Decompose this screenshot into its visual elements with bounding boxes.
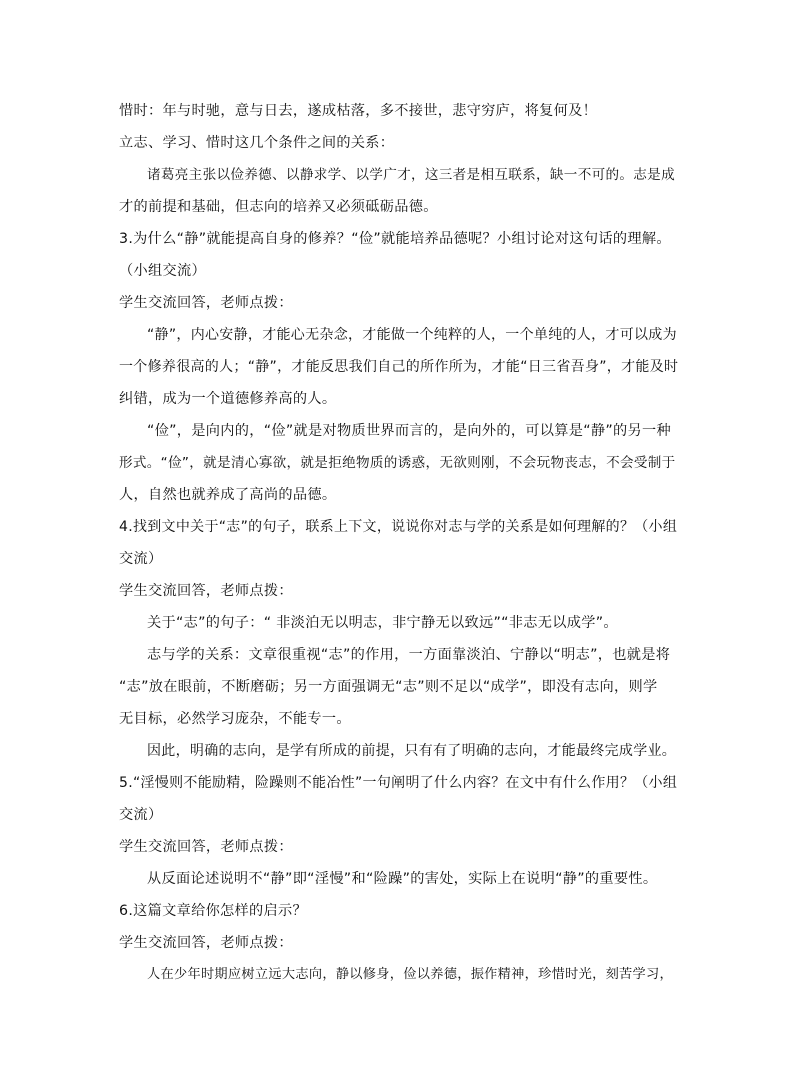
text-line: “志”放在眼前，不断磨砺；另一方面强调无“志”则不足以“成学”，即没有志向，则学 <box>119 679 658 695</box>
text-line: 志与学的关系：文章很重视“志”的作用，一方面靠淡泊、宁静以“明志”，也就是将 <box>147 647 671 663</box>
text-line: 诸葛亮主张以俭养德、以静求学、以学广才，这三者是相互联系，缺一不可的。志是成 <box>147 167 675 183</box>
question-6: 6.这篇文章给你怎样的启示？ <box>119 903 307 919</box>
text-line: （小组交流） <box>119 263 206 279</box>
text-line: 惜时：年与时驰，意与日去，遂成枯落，多不接世，悲守穷庐，将复何及！ <box>119 103 598 119</box>
text-line: 交流） <box>119 807 163 823</box>
text-line: 纠错，成为一个道德修养高的人。 <box>119 391 337 407</box>
text-line: “俭”，是向内的，“俭”就是对物质世界而言的，是向外的，可以算是“静”的另一种 <box>147 423 671 439</box>
text-line: 学生交流回答，老师点拨： <box>119 295 293 311</box>
text-line: 人在少年时期应树立远大志向，静以修身，俭以养德，振作精神，珍惜时光，刻苦学习， <box>147 967 674 982</box>
text-line: 关于“志”的句子：“ 非淡泊无以明志，非宁静无以致远”“非志无以成学”。 <box>147 615 618 631</box>
text-line: 因此，明确的志向，是学有所成的前提，只有有了明确的志向，才能最终完成学业。 <box>147 743 677 759</box>
text-line: 学生交流回答，老师点拨： <box>119 935 293 951</box>
question-3: 3.为什么“静”就能提高自身的修养？“俭”就能培养品德呢？小组讨论对这句话的理解。 <box>119 231 671 247</box>
text-line: 交流） <box>119 551 163 567</box>
text-line: 才的前提和基础，但志向的培养又必须砥砺品德。 <box>119 199 438 215</box>
question-4: 4.找到文中关于“志”的句子，联系上下文，说说你对志与学的关系是如何理解的？（小组 <box>119 519 678 535</box>
text-line: 立志、学习、惜时这几个条件之间的关系： <box>119 135 395 151</box>
text-line: 学生交流回答，老师点拨： <box>119 839 293 855</box>
text-line: 学生交流回答，老师点拨： <box>119 583 293 599</box>
text-line: 形式。“俭”，就是清心寡欲，就是拒绝物质的诱惑，无欲则刚，不会玩物丧志，不会受制于 <box>119 455 676 471</box>
text-line: “静”，内心安静，才能心无杂念，才能做一个纯粹的人，一个单纯的人，才可以成为 <box>147 327 677 343</box>
question-5: 5.“淫慢则不能励精，险躁则不能冶性”一句阐明了什么内容？在文中有什么作用？（小组 <box>119 775 678 791</box>
text-line: 一个修养很高的人；“静”，才能反思我们自己的所作所为，才能“日三省吾身”，才能及时 <box>119 359 679 375</box>
text-line: 无目标，必然学习庞杂，不能专一。 <box>119 711 351 727</box>
text-line: 从反面论述说明不“静”即“淫慢”和“险躁”的害处，实际上在说明“静”的重要性。 <box>147 871 658 887</box>
text-line: 人，自然也就养成了高尚的品德。 <box>119 487 337 503</box>
